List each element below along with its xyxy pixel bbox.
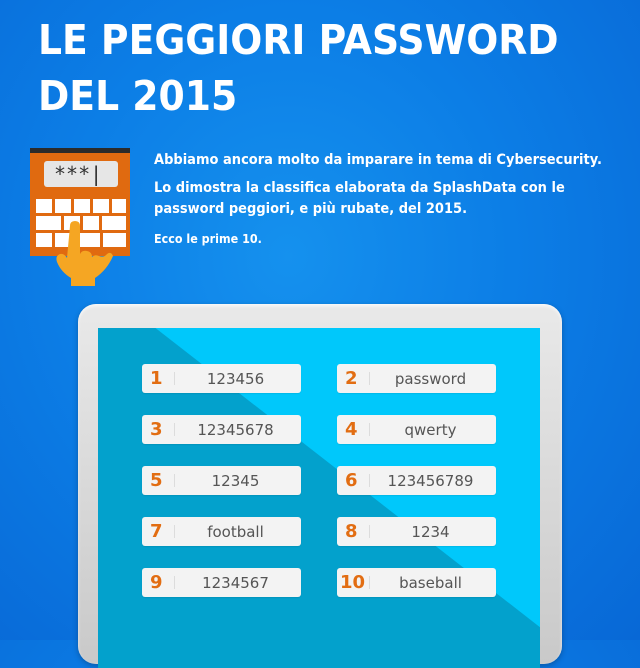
- divider: [174, 576, 175, 589]
- svg-text:***|: ***|: [54, 162, 103, 186]
- password-item-7: [142, 517, 301, 546]
- rank-number: 10: [340, 572, 366, 593]
- password-item-1: [142, 364, 301, 393]
- rank-number: 7: [150, 521, 163, 542]
- password-value: 123456789: [387, 472, 474, 490]
- rank-number: 5: [150, 470, 163, 491]
- password-value: 12345678: [197, 421, 274, 439]
- divider: [174, 525, 175, 538]
- divider: [369, 525, 370, 538]
- rank-number: 8: [345, 521, 358, 542]
- page-title: [38, 12, 590, 124]
- title-line-1: LE PEGGIORI PASSWORD: [38, 16, 559, 64]
- title-line-2: DEL 2015: [38, 72, 238, 120]
- rank-number: 3: [150, 419, 163, 440]
- divider: [369, 474, 370, 487]
- intro-paragraph-1: Abbiamo ancora molto da imparare in tema di Cybersecurity.: [154, 152, 602, 168]
- password-item-3: [142, 415, 301, 444]
- rank-number: 4: [345, 419, 358, 440]
- password-value: football: [207, 523, 264, 541]
- password-item-8: [337, 517, 496, 546]
- keypad-password-icon: [28, 146, 138, 288]
- intro-paragraph-3: Ecco le prime 10.: [154, 232, 262, 246]
- rank-number: 2: [345, 368, 358, 389]
- intro-paragraph-2-line-2: password peggiori, e più rubate, del 2015.: [154, 201, 468, 217]
- password-value: password: [394, 370, 467, 388]
- rank-number: 9: [150, 572, 163, 593]
- password-value: 1234567: [202, 574, 269, 592]
- password-item-2: [337, 364, 496, 393]
- password-value: 123456: [206, 370, 265, 388]
- monitor-frame: [78, 304, 562, 664]
- password-item-9: [142, 568, 301, 597]
- rank-number: 1: [150, 368, 163, 389]
- divider: [174, 372, 175, 385]
- divider: [369, 576, 370, 589]
- intro-paragraph-2-line-1: Lo dimostra la classifica elaborata da SplashData con le: [154, 180, 565, 196]
- monitor-screen: [98, 328, 540, 668]
- password-value: qwerty: [404, 421, 457, 439]
- password-value: baseball: [399, 574, 462, 592]
- rank-number: 6: [345, 470, 358, 491]
- password-item-10: [337, 568, 496, 597]
- divider: [369, 423, 370, 436]
- divider: [369, 372, 370, 385]
- intro-text: [154, 150, 634, 248]
- password-value: 1234: [411, 523, 450, 541]
- divider: [174, 423, 175, 436]
- password-value: 12345: [211, 472, 260, 490]
- password-item-5: [142, 466, 301, 495]
- divider: [174, 474, 175, 487]
- password-item-6: [337, 466, 496, 495]
- password-item-4: [337, 415, 496, 444]
